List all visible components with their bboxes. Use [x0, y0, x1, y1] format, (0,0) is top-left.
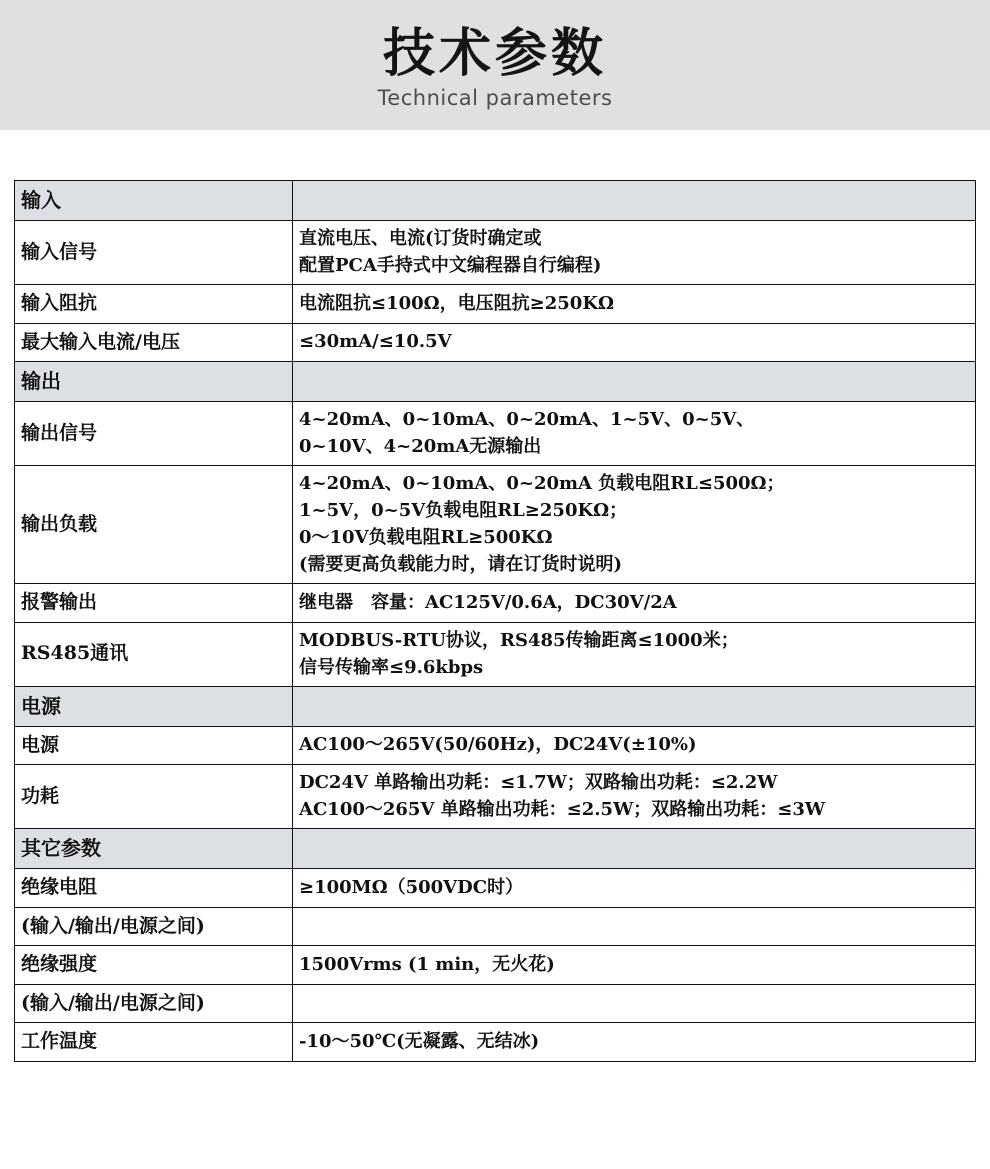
spec-table	[14, 180, 976, 1062]
spec-value-line: 电流阻抗≤100Ω，电压阻抗≥250KΩ	[299, 292, 614, 314]
spec-value	[293, 686, 976, 726]
spec-label: (输入/输出/电源之间)	[15, 984, 293, 1023]
spec-label: 其它参数	[15, 829, 293, 869]
spec-value	[293, 622, 976, 686]
table-row	[15, 466, 976, 584]
spec-value-line: AC100～265V 单路输出功耗：≤2.5W；双路输出功耗：≤3W	[299, 799, 826, 820]
spec-value-line: 4~20mA、0~10mA、0~20mA、1~5V、0~5V、	[299, 409, 755, 430]
spec-value	[293, 466, 976, 584]
spec-value	[293, 765, 976, 829]
spec-label: 报警输出	[15, 584, 293, 623]
spec-value-line: 1~5V，0~5V负载电阻RL≥250KΩ；	[299, 500, 628, 521]
spec-value-line: 直流电压、电流(订货时确定或	[299, 228, 542, 249]
spec-label: 输出信号	[15, 402, 293, 466]
spec-label: 输入	[15, 181, 293, 221]
spec-value-line: (需要更高负载能力时，请在订货时说明)	[299, 554, 623, 575]
page-header	[0, 0, 990, 130]
table-row	[15, 984, 976, 1023]
spec-value-line: ≤30mA/≤10.5V	[299, 331, 452, 353]
table-row	[15, 907, 976, 946]
spec-value-line: 配置PCA手持式中文编程器自行编程)	[299, 255, 602, 276]
spec-value	[293, 984, 976, 1023]
spec-value	[293, 362, 976, 402]
spec-value-line: MODBUS-RTU协议，RS485传输距离≤1000米；	[299, 629, 739, 651]
spec-label: 工作温度	[15, 1023, 293, 1062]
spec-section-row	[15, 181, 976, 221]
table-row	[15, 285, 976, 324]
spec-value-line	[299, 368, 969, 395]
spec-value-line: 1500Vrms (1 min，无火花)	[299, 953, 555, 975]
spec-label: 输出负载	[15, 466, 293, 584]
spec-label: 绝缘强度	[15, 946, 293, 985]
header-spacer	[0, 130, 990, 180]
spec-value-line: 0~10V、4~20mA无源输出	[299, 436, 542, 457]
spec-value-line	[299, 835, 969, 862]
spec-value-line: DC24V 单路输出功耗：≤1.7W；双路输出功耗：≤2.2W	[299, 772, 778, 793]
table-row	[15, 323, 976, 362]
spec-value	[293, 907, 976, 946]
spec-label: 绝缘电阻	[15, 869, 293, 908]
table-row	[15, 221, 976, 285]
spec-value-line	[299, 912, 969, 939]
table-row	[15, 726, 976, 765]
spec-value-line: ≥100MΩ（500VDC时）	[299, 876, 524, 898]
spec-value-line: 4~20mA、0~10mA、0~20mA 负载电阻RL≤500Ω；	[299, 473, 785, 494]
spec-label: 最大输入电流/电压	[15, 323, 293, 362]
spec-label: RS485通讯	[15, 622, 293, 686]
spec-value-line	[299, 187, 969, 214]
spec-value	[293, 946, 976, 985]
spec-value	[293, 869, 976, 908]
table-row	[15, 765, 976, 829]
spec-label: 电源	[15, 686, 293, 726]
spec-label: 输入信号	[15, 221, 293, 285]
table-row	[15, 1023, 976, 1062]
spec-value	[293, 726, 976, 765]
page-subtitle: Technical parameters	[377, 85, 613, 110]
spec-label: 电源	[15, 726, 293, 765]
spec-label: (输入/输出/电源之间)	[15, 907, 293, 946]
table-row	[15, 946, 976, 985]
table-row	[15, 869, 976, 908]
spec-section-row	[15, 686, 976, 726]
spec-value	[293, 221, 976, 285]
spec-value-line: -10～50℃(无凝露、无结冰)	[299, 1030, 540, 1052]
spec-value-line: 0～10V负载电阻RL≥500KΩ	[299, 527, 553, 548]
spec-value	[293, 1023, 976, 1062]
spec-value-line: 信号传输率≤9.6kbps	[299, 656, 484, 678]
spec-label: 输出	[15, 362, 293, 402]
spec-section-row	[15, 362, 976, 402]
spec-table-wrapper	[0, 180, 990, 1062]
spec-value-line	[299, 989, 969, 1016]
spec-value-line: AC100～265V(50/60Hz)，DC24V(±10%)	[299, 734, 697, 756]
table-row	[15, 584, 976, 623]
spec-value	[293, 181, 976, 221]
spec-value	[293, 285, 976, 324]
spec-label: 功耗	[15, 765, 293, 829]
spec-value	[293, 402, 976, 466]
table-row	[15, 622, 976, 686]
spec-label: 输入阻抗	[15, 285, 293, 324]
page-title: 技术参数	[382, 24, 607, 85]
table-row	[15, 402, 976, 466]
spec-value	[293, 323, 976, 362]
spec-value-line	[299, 692, 969, 719]
spec-value	[293, 829, 976, 869]
spec-value-line: 继电器 容量：AC125V/0.6A，DC30V/2A	[299, 591, 677, 613]
spec-section-row	[15, 829, 976, 869]
spec-value	[293, 584, 976, 623]
